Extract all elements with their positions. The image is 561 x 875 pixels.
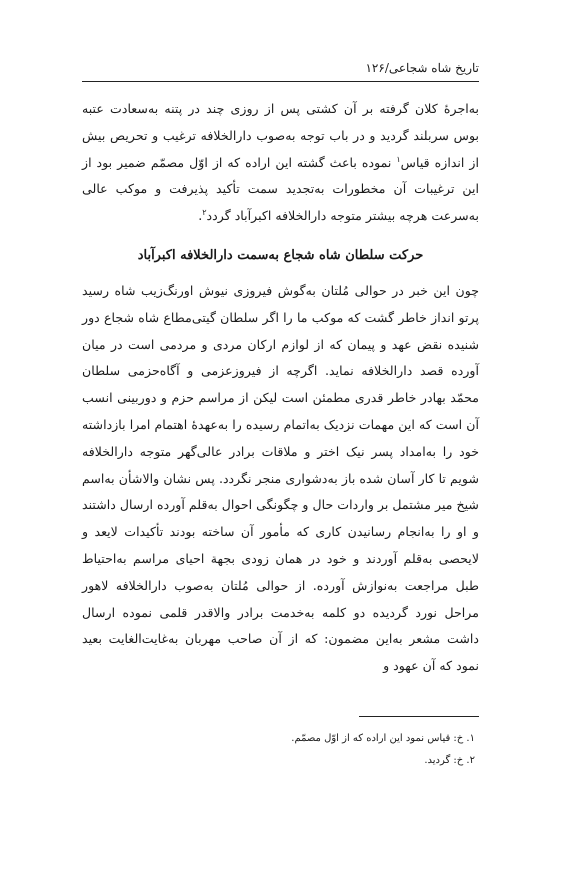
footnotes: [82, 728, 479, 772]
footnote-marker: ۱: [396, 154, 401, 164]
section-heading: حرکت سلطان شاه شجاع به‌سمت دارالخلافه اکبرآباد: [137, 247, 424, 263]
running-head: تاریخ شاه شجاعی/۱۲۶: [365, 61, 479, 75]
paragraph: چون این خبر در حوالی مُلتان به‌گوش فیروزی نیوش اورنگ‌زیب شاه رسید پرتو انداز خاطر گشت که موکب ما را اگر سلطان گیتی‌مطاع شاه شجاع دور شنیده نقض عهد و پیمان که از لوازم ارکان مردی و مردمی است در میان آورده قصد دارالخلافه نماید. اگرچه از فیروزعزمی و آگاه‌حزمی سلطان محمّد بهادر خاطر قدری مطمئن است لیکن از مراسم حزم و دوربینی انسب آن است که این مهمات نزدیک به‌اتمام رسیده را به‌عهدهٔ اهتمام امرا بازداشته خود را به‌امداد پسر نیک اختر و ملاقات برادر عالی‌گهر متوجه دارالخلافه شویم تا کار آسان شده باز به‌دشواری منجر نگردد. پس نشان والاشأن به‌اسم شیخ میر مشتمل بر واردات حال و چگونگی احوال به‌قلم آورده ارسال داشتند و او را به‌انجام رسانیدن کاری که مأمور آن ساخته بودند تأکیدات لایعد و لایحصی به‌قلم آوردند و خود در همان زودی بجهة احیای مراسم به‌احتیاط طبل مراجعت به‌نوازش آورده. از حوالی مُلتان به‌صوب دارالخلافه لاهور مراحل نورد گردیده دو کلمه به‌خدمت برادر والاقدر قلمی نموده ارسال داشت مشعر به‌این مضمون: که از آن صاحب مهربان به‌غایت‌الغایت بعید نمود که آن عهود و: [82, 282, 479, 674]
paragraph: [82, 96, 479, 230]
footnote-marker: ۲: [202, 208, 207, 217]
footnote-rule: [359, 716, 479, 717]
footnote: ۱. خ: قیاس نمود این اراده که از اوّل مصمّم.: [291, 733, 475, 744]
header-rule: [82, 81, 479, 82]
paragraph-text: نموده باعث گشته این اراده که از اوّل مصمّم ضمیر بود از این ترغیبات آن مخطورات به‌تجدید سمت تأکید پذیرفت و موکب عالی به‌سرعت هرچه بیشتر متوجه دارالخلافه اکبرآباد گردد: [82, 154, 479, 224]
body-text: [82, 96, 479, 680]
footnote: ۲. خ: گردید.: [424, 755, 475, 766]
paragraph-text: .: [198, 208, 203, 224]
paragraph-text: به‌اجرهٔ کلان گرفته بر آن کشتی پس از روزی چند در پتنه به‌سعادت عتبه بوس سربلند گردید و در باب توجه به‌صوب دارالخلافه ترغیب و تحریص بیش از اندازه قیاس: [82, 101, 479, 170]
